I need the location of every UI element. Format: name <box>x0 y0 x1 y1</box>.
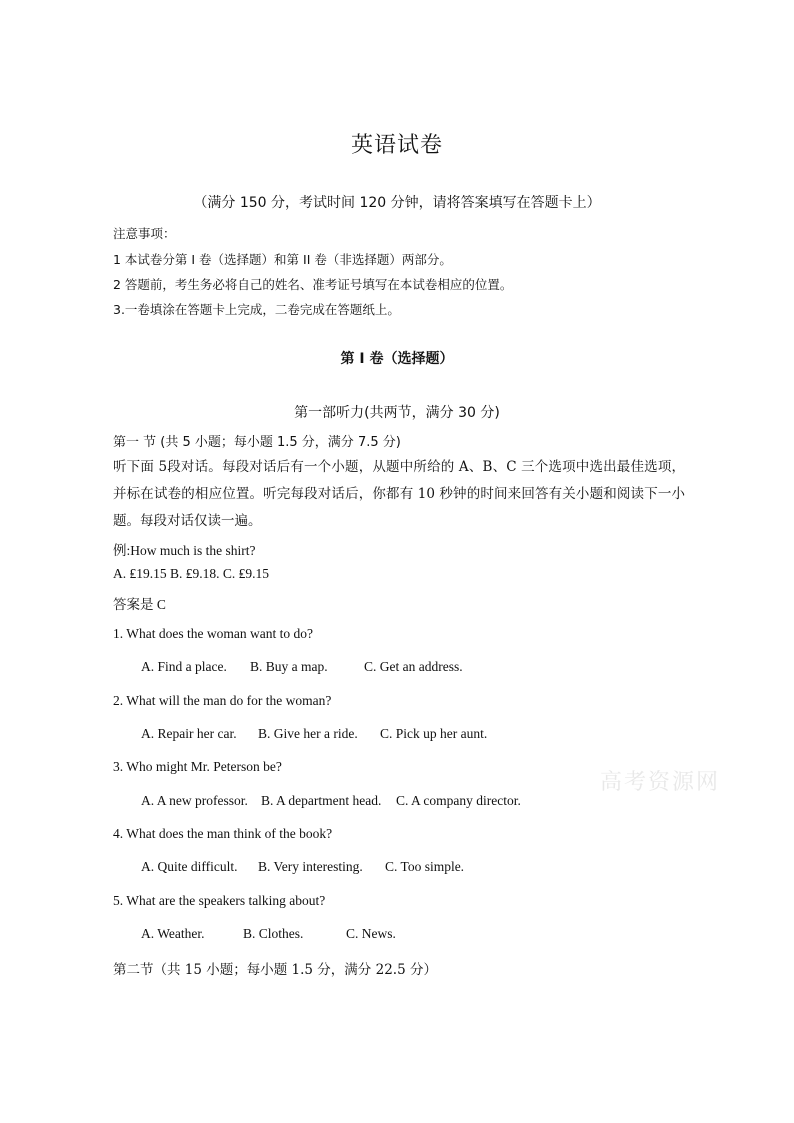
exam-subtitle: （满分 150 分，考试时间 120 分钟，请将答案填写在答题卡上） <box>193 195 601 211</box>
section1-heading: 第一 节 (共 5 小题；每小题 1.5 分，满分 7.5 分) <box>113 435 401 450</box>
q4-option-c: C. Too simple. <box>385 859 465 874</box>
note-item-2: 2 答题前，考生务必将自己的姓名、准考证号填写在本试卷相应的位置。 <box>113 277 513 292</box>
question-5: 5. What are the speakers talking about? <box>113 893 326 908</box>
q2-option-a: A. Repair her car. <box>141 726 237 741</box>
question-3: 3. Who might Mr. Peterson be? <box>113 759 282 774</box>
q5-option-b: B. Clothes. <box>243 926 304 941</box>
q3-option-a: A. A new professor. <box>141 793 248 808</box>
volume-title: 第 I 卷（选择题） <box>340 351 454 367</box>
q3-option-c: C. A company director. <box>396 793 521 808</box>
q2-option-b: B. Give her a ride. <box>258 726 358 741</box>
q3-option-b: B. A department head. <box>261 793 382 808</box>
section2-heading: 第二节（共 15 小题；每小题 1.5 分，满分 22.5 分） <box>113 962 437 978</box>
q1-option-a: A. Find a place. <box>141 659 227 674</box>
q2-option-c: C. Pick up her aunt. <box>380 726 488 741</box>
example-options: A. ₤19.15 B. ₤9.18. C. ₤9.15 <box>113 566 270 581</box>
example-question: 例:How much is the shirt? <box>113 543 256 558</box>
note-item-1: 1 本试卷分第 I 卷（选择题）和第 II 卷（非选择题）两部分。 <box>113 252 452 267</box>
q5-option-a: A. Weather. <box>141 926 205 941</box>
q4-option-a: A. Quite difficult. <box>141 859 238 874</box>
section1-instructions: 听下面 5段对话。每段对话后有一个小题，从题中所给的 A、B、C 三个选项中选出最佳选项，并标在试卷的相应位置。听完每段对话后，你都有 10 秒钟的时间来回答有关小题和阅读下一小题。每段对话仅读一遍。 <box>113 459 685 529</box>
question-4: 4. What does the man think of the book? <box>113 826 333 841</box>
part-title: 第一部听力(共两节，满分 30 分) <box>294 405 500 421</box>
watermark: 高考资源网 <box>600 770 721 795</box>
question-1: 1. What does the woman want to do? <box>113 626 313 641</box>
notes-heading: 注意事项： <box>113 226 176 241</box>
q1-option-b: B. Buy a map. <box>250 659 328 674</box>
q4-option-b: B. Very interesting. <box>258 859 363 874</box>
question-2: 2. What will the man do for the woman? <box>113 693 332 708</box>
note-item-3: 3.一卷填涂在答题卡上完成，二卷完成在答题纸上。 <box>113 302 400 317</box>
example-answer: 答案是 C <box>113 597 166 612</box>
q5-option-c: C. News. <box>346 926 396 941</box>
page-title: 英语试卷 <box>350 133 443 158</box>
q1-option-c: C. Get an address. <box>364 659 463 674</box>
